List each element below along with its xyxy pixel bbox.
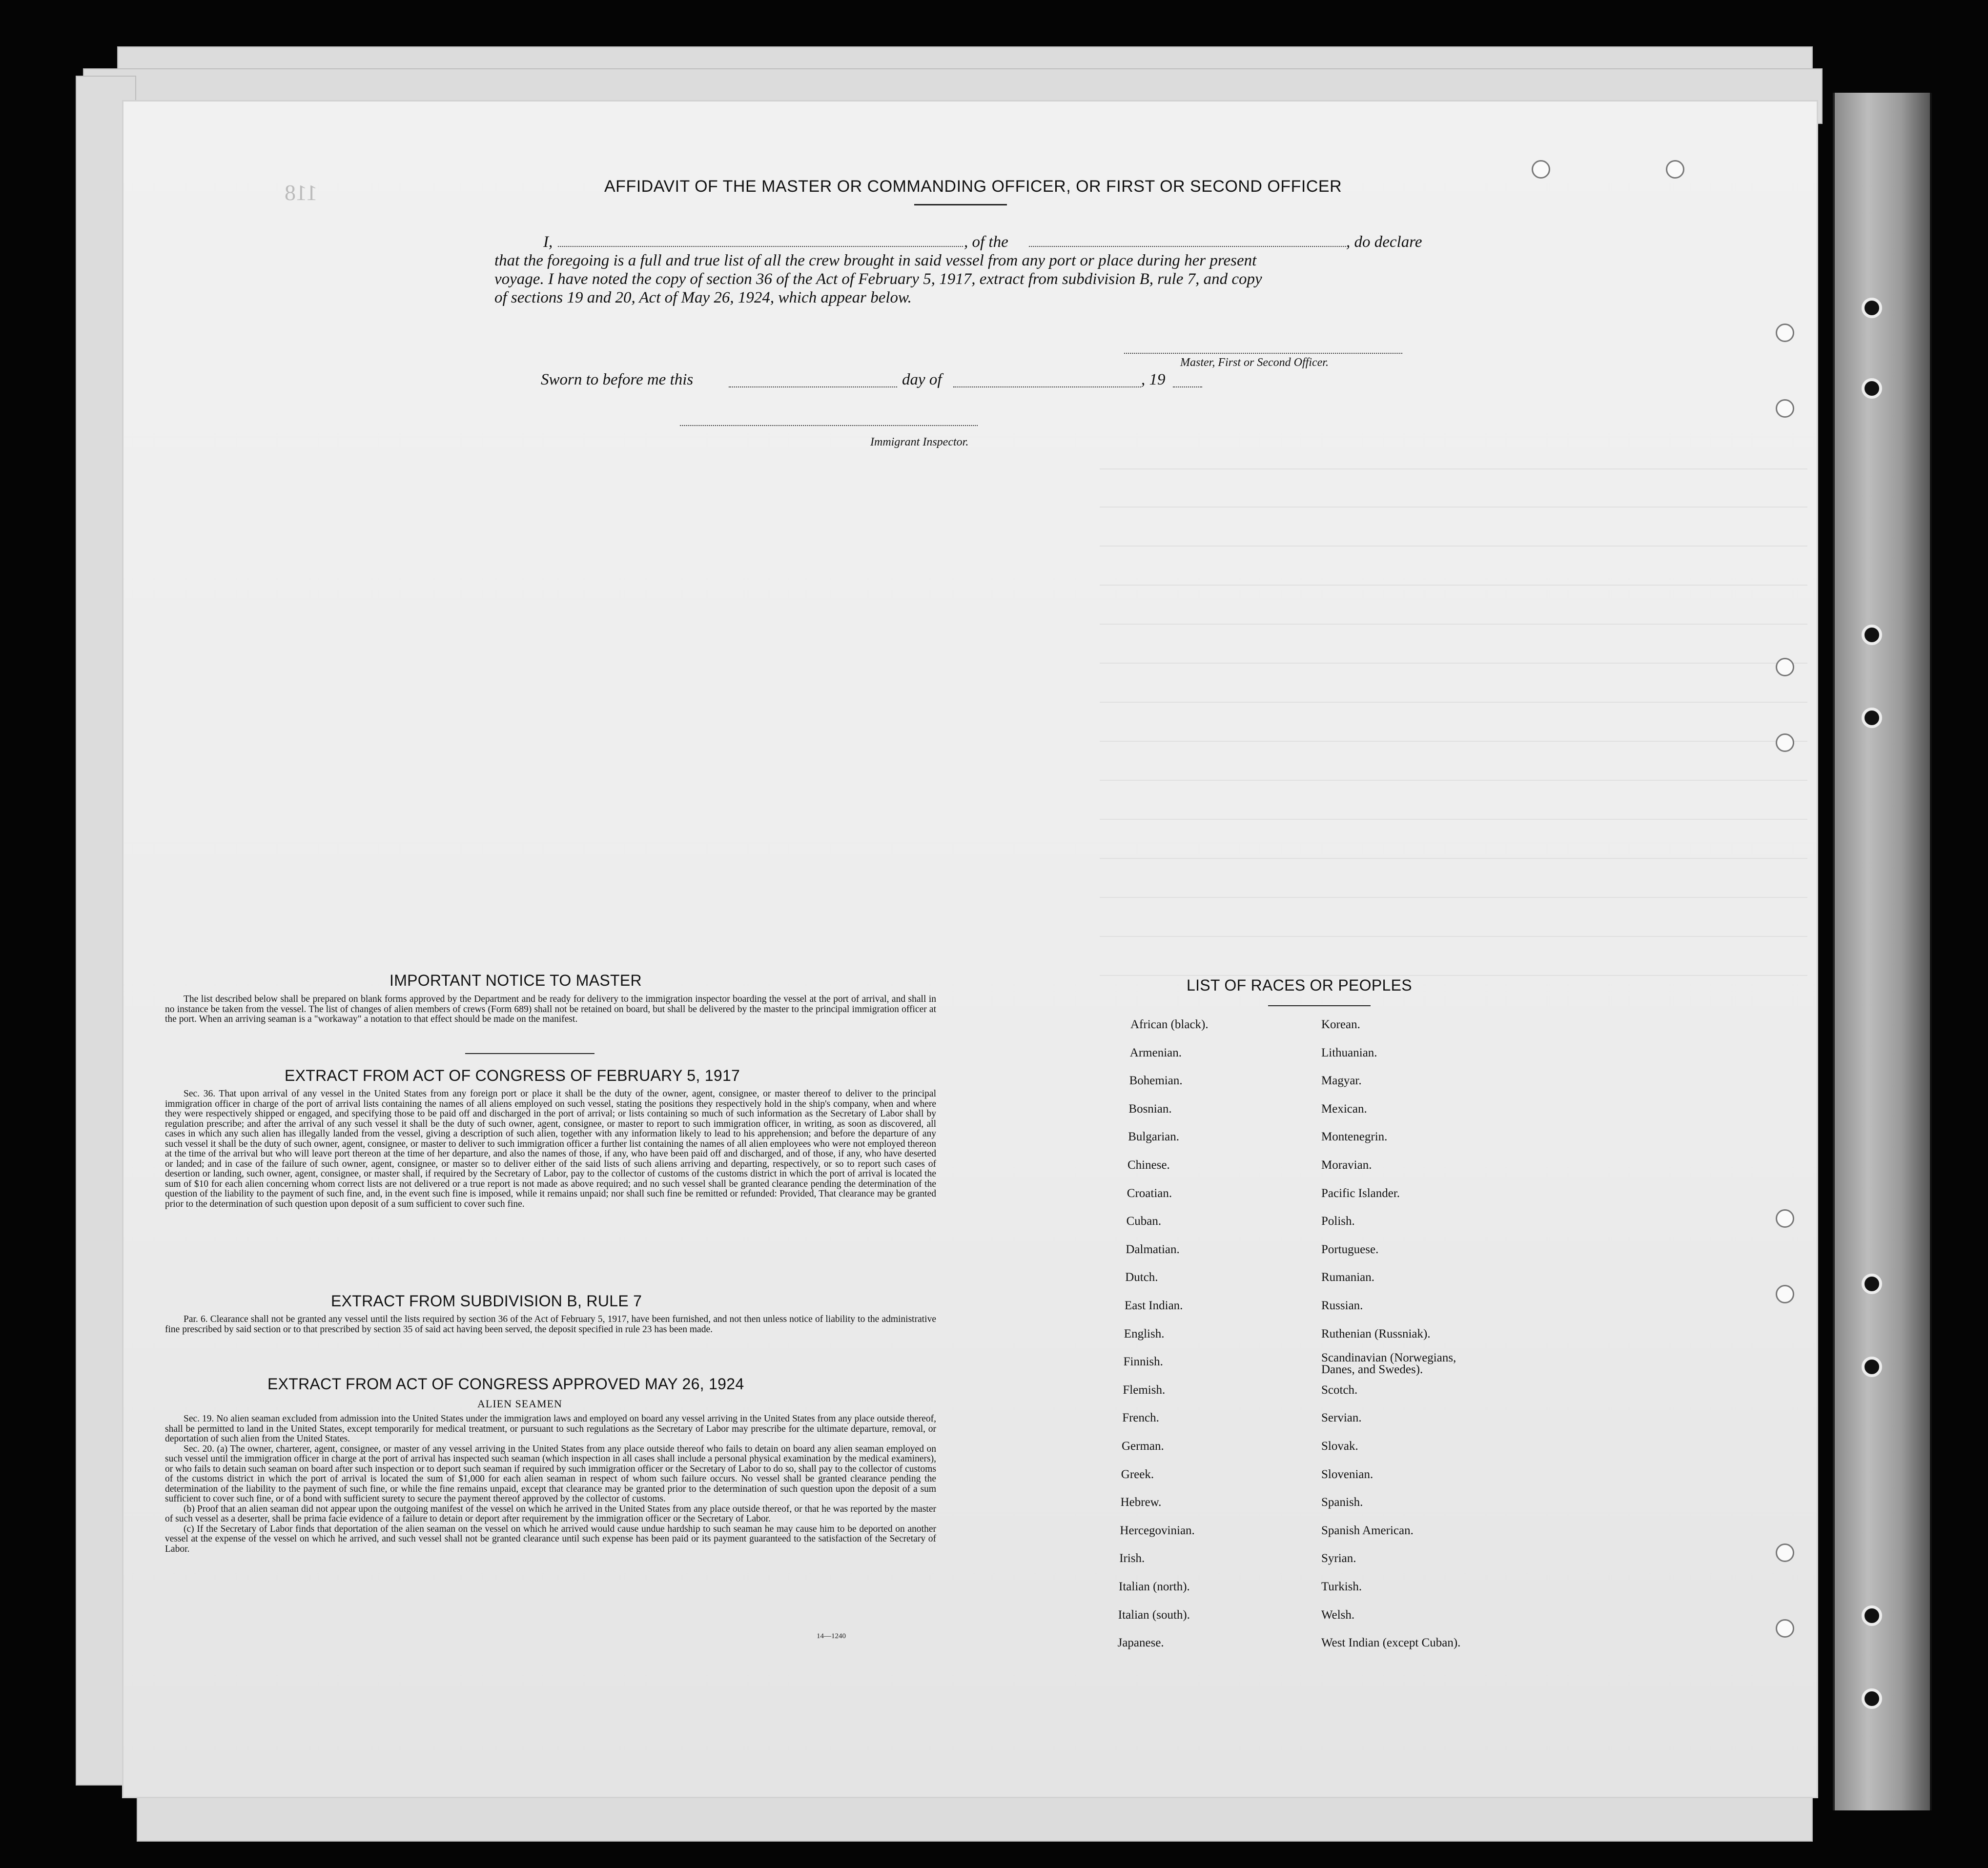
race-entry: Ruthenian (Russniak). [1321, 1327, 1431, 1340]
race-entry: Rumanian. [1321, 1271, 1375, 1284]
race-entry: Japanese. [1117, 1636, 1164, 1650]
affidavit-title: AFFIDAVIT OF THE MASTER OR COMMANDING OFFICER, OR FIRST OR SECOND OFFICER [604, 177, 1342, 196]
binder-hole [1862, 298, 1882, 318]
sworn-label: Sworn to before me this [541, 371, 694, 388]
title-divider [914, 204, 1007, 205]
race-entry: African (black). [1130, 1018, 1209, 1031]
extract-1924-text [165, 1414, 936, 1554]
binder-hole [1862, 1274, 1882, 1294]
race-entry: Cuban. [1126, 1215, 1162, 1228]
race-entry: Bosnian. [1128, 1102, 1172, 1116]
race-entry: French. [1122, 1411, 1159, 1425]
race-entry: Bohemian. [1129, 1074, 1183, 1088]
race-entry: German. [1122, 1440, 1164, 1453]
sworn-year-field [1173, 386, 1202, 387]
paragraph-6: Par. 6. Clearance shall not be granted any vessel until the lists required by section 36 of the Act of February 5, 1917, have been furnished, and not then unless notice of liability to the administrative fine prescribed by said section or to that prescribed by section 35 of said act having been served, the deposit specified in rule 23 has been made. [165, 1314, 936, 1335]
race-entry: Polish. [1321, 1215, 1355, 1228]
inspector-caption: Immigrant Inspector. [870, 436, 969, 448]
sheet-hole [1776, 324, 1794, 342]
race-entry: Chinese. [1127, 1158, 1170, 1172]
subdivision-b-title: EXTRACT FROM SUBDIVISION B, RULE 7 [331, 1292, 642, 1310]
sheet-hole [1776, 658, 1794, 676]
race-entry: Spanish. [1321, 1496, 1363, 1509]
extract-1917-text [165, 1089, 936, 1209]
race-entry: East Indian. [1125, 1299, 1183, 1312]
bleed-through-row [1100, 819, 1807, 820]
declarant-name-field [558, 246, 963, 247]
race-entry: Russian. [1321, 1299, 1363, 1312]
sworn-month-field [953, 386, 1141, 387]
race-entry: Mexican. [1321, 1102, 1367, 1116]
notice-title: IMPORTANT NOTICE TO MASTER [389, 972, 642, 989]
race-entry: Montenegrin. [1321, 1130, 1388, 1144]
races-divider [1268, 1005, 1371, 1006]
race-entry: Syrian. [1321, 1552, 1356, 1565]
race-entry: Dutch. [1125, 1271, 1158, 1284]
race-entry: West Indian (except Cuban). [1321, 1636, 1461, 1650]
alien-seamen-subtitle: ALIEN SEAMEN [477, 1398, 562, 1410]
do-declare-label: , do declare [1346, 233, 1422, 251]
binder-hole [1862, 1688, 1882, 1709]
sheet-hole [1776, 399, 1794, 418]
races-title: LIST OF RACES OR PEOPLES [1187, 976, 1412, 994]
bleed-through-row [1100, 546, 1807, 547]
sheet-hole [1776, 1285, 1794, 1303]
race-entry: English. [1124, 1327, 1165, 1340]
race-entry: Pacific Islander. [1321, 1186, 1400, 1200]
inspector-signature-field [680, 425, 978, 426]
race-entry: Korean. [1321, 1018, 1360, 1031]
master-signature-field [1124, 353, 1402, 354]
race-entry: Portuguese. [1321, 1242, 1379, 1256]
notice-paragraph: The list described below shall be prepared on blank forms approved by the Department and be ready for delivery to the immigration inspector boarding the vessel at the port of arrival, and shall in no instance be taken from the vessel. The list of changes of alien members of crews (Form 689) shall not be retained on board, but shall be delivered by the master to the principal immigration officer at the port. When an arriving seaman is a "workaway" a notation to that effect should be made on the manifest. [165, 994, 936, 1024]
race-entry: Slovak. [1321, 1440, 1358, 1453]
sheet-hole [1776, 733, 1794, 752]
race-entry: Armenian. [1129, 1046, 1182, 1059]
race-entry: Hebrew. [1120, 1496, 1162, 1509]
notice-divider [465, 1053, 594, 1054]
affidavit-line-4: of sections 19 and 20, Act of May 26, 1924, which appear below. [494, 289, 912, 306]
sheet-hole [1776, 1619, 1794, 1638]
race-entry: Croatian. [1127, 1186, 1172, 1200]
bleed-through-row [1100, 897, 1807, 898]
declarant-prefix: I, [543, 233, 553, 251]
race-entry: Bulgarian. [1128, 1130, 1180, 1144]
sheet-hole [1776, 1209, 1794, 1228]
of-the-label: , of the [964, 233, 1008, 251]
notice-text [165, 995, 936, 1025]
form-number: 14—1240 [817, 1632, 846, 1640]
vessel-name-field [1029, 246, 1346, 247]
affidavit-line-3: voyage. I have noted the copy of section 36 of the Act of February 5, 1917, extract from subdivision B, rule 7, and copy [494, 270, 1262, 288]
bleed-through-row [1100, 780, 1807, 781]
subdivision-b-text [165, 1315, 936, 1335]
race-entry: Irish. [1119, 1552, 1145, 1565]
section-19-paragraph: Sec. 19. No alien seaman excluded from admission into the United States under the immigration laws and employed on board any vessel arriving in the United States from any place outside thereof, shall be permitted to land in the United States, except temporarily for medical treatment, or pursuant to such regulations as the Secretary of Labor may prescribe for the ultimate departure, removal, or deportation of such alien from the United States. [165, 1414, 936, 1444]
master-signature-caption: Master, First or Second Officer. [1180, 356, 1329, 369]
sheet-hole [1666, 160, 1684, 179]
race-entry: Dalmatian. [1126, 1242, 1180, 1256]
bleed-through-row [1100, 468, 1807, 469]
section-20c-paragraph: (c) If the Secretary of Labor finds that deportation of the alien seaman on the vessel on which he arrived would cause undue hardship to such seaman he may cause him to be deported on another vessel at the expense of the vessel on which he arrived, and such vessel shall not be granted clearance until such expense has been paid or its payment guaranteed to the satisfaction of the Secretary of Labor. [165, 1523, 936, 1554]
bleed-through-row [1100, 975, 1807, 976]
race-entry: Welsh. [1321, 1608, 1355, 1622]
race-entry: Flemish. [1123, 1383, 1166, 1397]
race-entry: Turkish. [1321, 1580, 1362, 1593]
bleed-through-row [1100, 702, 1807, 703]
binder-hole [1862, 625, 1882, 645]
race-entry: Moravian. [1321, 1158, 1372, 1172]
binder-hole [1862, 1605, 1882, 1626]
race-entry: Greek. [1121, 1467, 1154, 1481]
bleed-through-row [1100, 663, 1807, 664]
race-entry: Lithuanian. [1321, 1046, 1377, 1059]
race-entry: Scandinavian (Norwegians, Danes, and Swedes). [1321, 1351, 1456, 1377]
bleed-through-row [1100, 858, 1807, 859]
binder-hole [1862, 378, 1882, 399]
race-entry: Italian (south). [1118, 1608, 1190, 1622]
affidavit-line-2: that the foregoing is a full and true list of all the crew brought in said vessel from any port or place during her present [494, 252, 1257, 269]
race-entry: Spanish American. [1321, 1523, 1414, 1537]
section-36-paragraph: Sec. 36. That upon arrival of any vessel in the United States from any foreign port or place it shall be the duty of the owner, agent, consignee, or master thereof to deliver to the principal immigration officer in charge of the port of arrival lists containing the names of all aliens employed on such vessel, stating the positions they respectively hold in the ship's company, when and where they were respectively shipped or engaged, and specifying those to be paid off and discharged in the port of arrival; or lists containing so much of such information as the Secretary of Labor shall by regulation prescribe; and after the arrival of any such vessel it shall be the duty of such owner, agent, consignee, or master to report to such immigration officer, in writing, as soon as discovered, all cases in which any such alien has illegally landed from the vessel, giving a description of such alien, together with any information likely to lead to his apprehension; and before the departure of any such vessel it shall be the duty of such owner, agent, consignee, or master to deliver to such immigration officer a further list containing the names of all alien employees who were not employed thereon at the time of the arrival but who will leave port thereon at the time of her departure, and also the names of those, if any, who have been paid off and discharged, and of those, if any, who have deserted or landed; and in case of the failure of such owner, agent, consignee, or master so to deliver either of the said lists of such aliens arriving and departing, respectively, or so to report such cases of desertion or landing, such owner, agent, consignee, or master shall, if required by the Secretary of Labor, pay to the collector of customs of the customs district in which the port of arrival is located the sum of $10 for each alien concerning whom correct lists are not delivered or a true report is not made as above required; and no such vessel shall be granted clearance pending the determination of the question of the liability to the payment of such fine, and, in the event such fine is imposed, while it remains unpaid; nor shall such fine be remitted or refunded: Provided, That clearance may be granted prior to the determination of such question upon deposit of a sum sufficient to cover such fine. [165, 1089, 936, 1209]
race-entry: Italian (north). [1119, 1580, 1190, 1593]
race-entry: Slovenian. [1321, 1467, 1373, 1481]
binder-strip [1833, 93, 1932, 1810]
bleed-through-row [1100, 624, 1807, 625]
section-20b-paragraph: (b) Proof that an alien seaman did not appear upon the outgoing manifest of the vessel on which he arrived in the United States from any place outside thereof, or that he was reported by the master of such vessel as a deserter, shall be prima facie evidence of a failure to detain or deport after requirement by the immigration officer or the Secretary of Labor. [165, 1503, 936, 1524]
extract-1924-title: EXTRACT FROM ACT OF CONGRESS APPROVED MAY 26, 1924 [267, 1375, 744, 1393]
corner-stamp: 118 [285, 180, 318, 205]
day-of-label: day of [902, 371, 942, 388]
bleed-through-row [1100, 585, 1807, 586]
year-label: , 19 [1141, 371, 1166, 388]
section-20a-paragraph: Sec. 20. (a) The owner, charterer, agent, consignee, or master of any vessel arriving in the United States from any place outside thereof who fails to detain on board any alien seaman employed on such vessel until the immigration officer in charge at the port of arrival has inspected such seaman (which inspection in all cases shall include a personal physical examination by the medical examiners), or who fails to detain such seaman on board after such inspection or to deport such seaman if required by such immigration officer or the Secretary of Labor to do so, shall pay to the collector of customs of the customs district in which the port of arrival is located the sum of $1,000 for each alien seaman in respect of whom such failure occurs. No vessel shall be granted clearance pending the determination of the liability to the payment of such fine, or while the fine remains unpaid, except that clearance may be granted prior to the determination of such question upon the deposit of a sum sufficient to cover such fine, or of a bond with sufficient surety to secure the payment thereof approved by the collector of customs. [165, 1443, 936, 1504]
sworn-day-field [729, 386, 897, 387]
binder-hole [1862, 708, 1882, 728]
race-entry: Magyar. [1321, 1074, 1362, 1088]
race-entry: Servian. [1321, 1411, 1362, 1425]
affidavit-sheet [122, 100, 1818, 1798]
race-entry: Hercegovinian. [1120, 1523, 1195, 1537]
race-entry: Scotch. [1321, 1383, 1358, 1397]
bleed-through-row [1100, 741, 1807, 742]
race-entry: Finnish. [1123, 1355, 1163, 1369]
extract-1917-title: EXTRACT FROM ACT OF CONGRESS OF FEBRUARY 5, 1917 [285, 1067, 740, 1084]
bleed-through-row [1100, 507, 1807, 508]
sheet-hole [1776, 1543, 1794, 1562]
bleed-through-row [1100, 936, 1807, 937]
binder-hole [1862, 1357, 1882, 1377]
sheet-hole [1532, 160, 1550, 179]
